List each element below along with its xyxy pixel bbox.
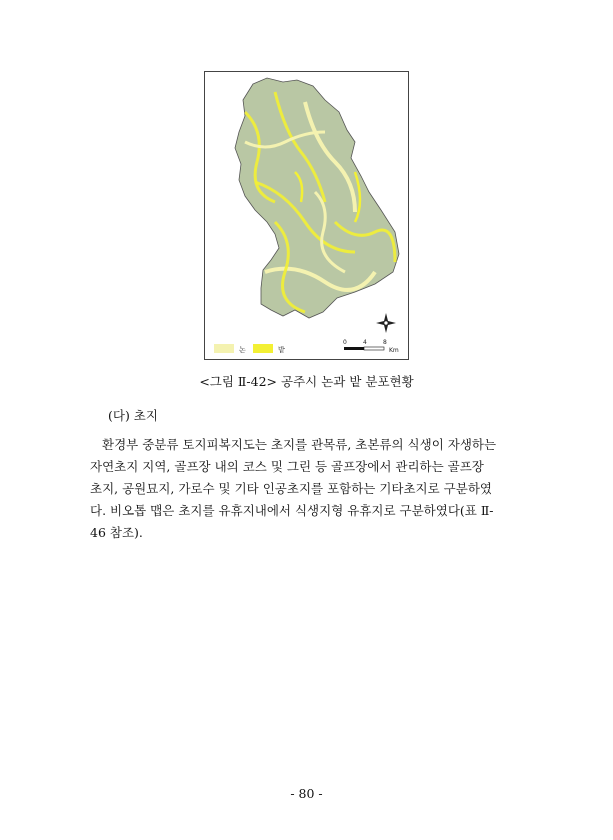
figure-caption: <그림 Ⅱ-42> 공주시 논과 밭 분포현황 — [199, 374, 414, 389]
paragraph-line: 자연초지 지역, 골프장 내의 코스 및 그린 등 골프장에서 관리하는 골프장 — [90, 459, 484, 474]
map-legend — [214, 344, 285, 354]
legend-swatch-paddy — [214, 344, 234, 353]
legend-swatch-field — [253, 344, 273, 353]
map-figure — [204, 71, 409, 360]
section-heading: (다) 초지 — [108, 408, 158, 423]
page-number: - 80 - — [290, 786, 323, 801]
paragraph-line: 46 참조). — [90, 525, 143, 540]
compass-icon — [376, 313, 396, 333]
scale-unit: Km — [389, 347, 399, 354]
scale-tick-4: 4 — [363, 339, 367, 346]
scale-bar — [343, 339, 399, 354]
map-svg — [205, 72, 410, 361]
paragraph-line: 초지, 공원묘지, 가로수 및 기타 인공초지를 포함하는 기타초지로 구분하였 — [90, 481, 492, 496]
legend-label-paddy: 논 — [239, 346, 246, 354]
scale-tick-8: 8 — [383, 339, 387, 346]
paragraph-line: 환경부 중분류 토지피복지도는 초지를 관목류, 초본류의 식생이 자생하는 — [102, 437, 497, 452]
map-region-shape — [235, 78, 399, 318]
scale-tick-0: 0 — [343, 339, 347, 346]
legend-label-field: 밭 — [278, 346, 285, 354]
body-paragraph — [90, 434, 530, 544]
paragraph-line: 다. 비오톱 맵은 초지를 유휴지내에서 식생지형 유휴지로 구분하였다(표 Ⅱ- — [90, 503, 494, 518]
